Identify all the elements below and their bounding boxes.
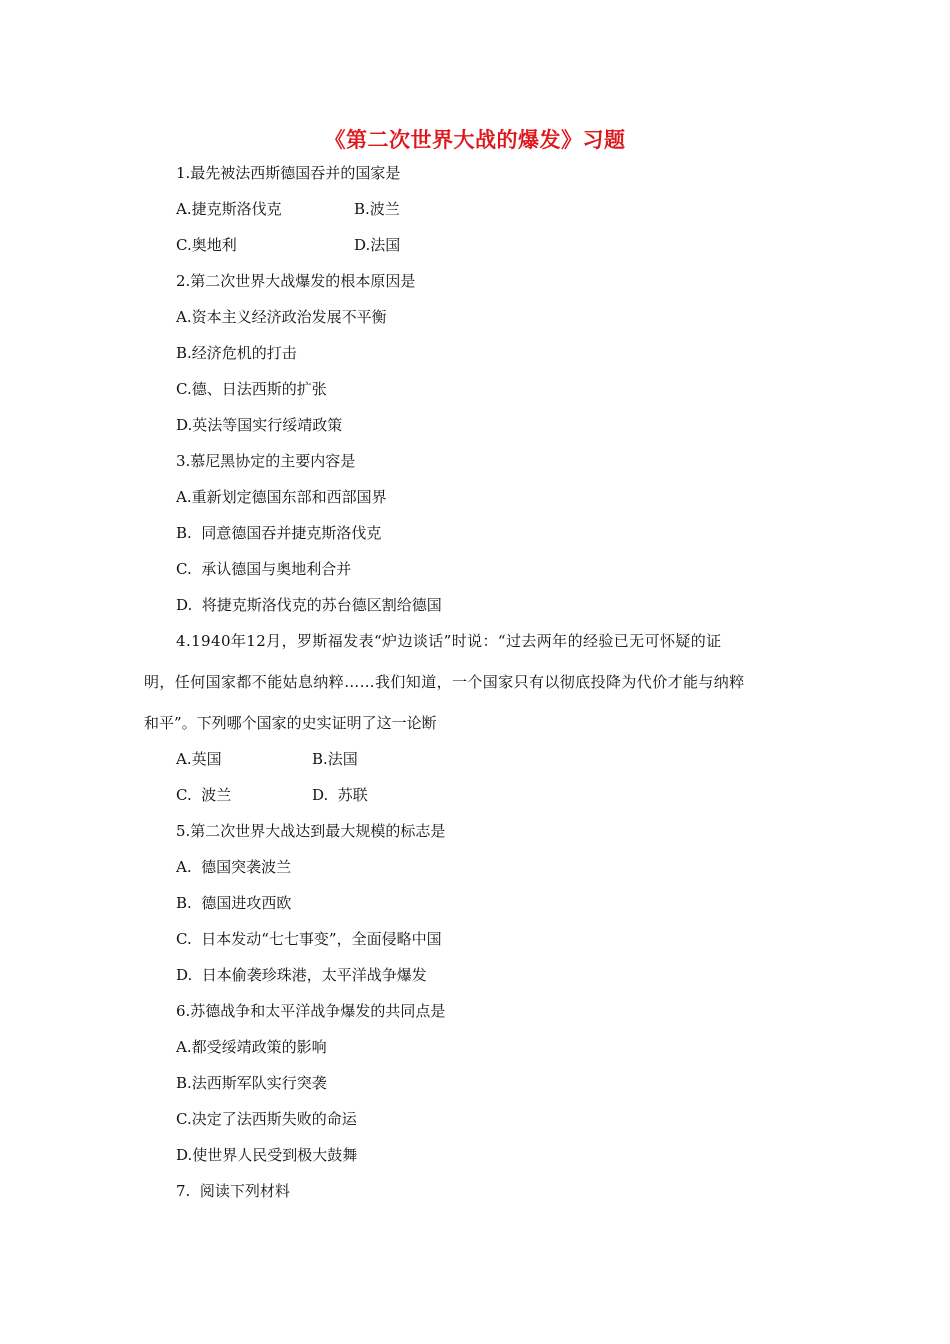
question-4-option-c: C. 波兰 bbox=[176, 786, 232, 804]
question-3-option-a: A.重新划定德国东部和西部国界 bbox=[176, 488, 387, 506]
question-6-option-d: D.使世界人民受到极大鼓舞 bbox=[176, 1146, 358, 1164]
question-3-option-d: D. 将捷克斯洛伐克的苏台德区割给德国 bbox=[176, 596, 442, 614]
question-2-option-c: C.德、日法西斯的扩张 bbox=[176, 380, 327, 398]
question-4-stem-line-2: 明，任何国家都不能姑息纳粹……我们知道，一个国家只有以彻底投降为代价才能与纳粹 bbox=[144, 673, 745, 691]
question-2-stem: 2.第二次世界大战爆发的根本原因是 bbox=[176, 272, 416, 290]
question-2-option-b: B.经济危机的打击 bbox=[176, 344, 297, 362]
question-2-option-d: D.英法等国实行绥靖政策 bbox=[176, 416, 343, 434]
question-3-option-c: C. 承认德国与奥地利合并 bbox=[176, 560, 352, 578]
question-6-option-b: B.法西斯军队实行突袭 bbox=[176, 1074, 327, 1092]
question-6-stem: 6.苏德战争和太平洋战争爆发的共同点是 bbox=[176, 1002, 446, 1020]
question-7-stem: 7. 阅读下列材料 bbox=[176, 1182, 290, 1200]
question-4-option-b: B.法国 bbox=[312, 750, 358, 768]
question-3-option-b: B. 同意德国吞并捷克斯洛伐克 bbox=[176, 524, 382, 542]
question-1-option-b: B.波兰 bbox=[354, 200, 400, 218]
question-4-option-a: A.英国 bbox=[176, 750, 222, 768]
question-5-option-d: D. 日本偷袭珍珠港，太平洋战争爆发 bbox=[176, 966, 427, 984]
question-4-stem-line-1: 4.1940年12月，罗斯福发表“炉边谈话”时说：“过去两年的经验已无可怀疑的证 bbox=[176, 632, 722, 650]
question-1-stem: 1.最先被法西斯德国吞并的国家是 bbox=[176, 164, 401, 182]
question-3-stem: 3.慕尼黑协定的主要内容是 bbox=[176, 452, 356, 470]
document-title: 《第二次世界大战的爆发》习题 bbox=[324, 127, 626, 152]
question-5-stem: 5.第二次世界大战达到最大规模的标志是 bbox=[176, 822, 446, 840]
question-5-option-a: A. 德国突袭波兰 bbox=[176, 858, 292, 876]
question-1-option-a: A.捷克斯洛伐克 bbox=[176, 200, 282, 218]
question-4-stem-line-3: 和平”。下列哪个国家的史实证明了这一论断 bbox=[144, 714, 437, 732]
question-2-option-a: A.资本主义经济政治发展不平衡 bbox=[176, 308, 387, 326]
question-6-option-a: A.都受绥靖政策的影响 bbox=[176, 1038, 327, 1056]
question-1-option-d: D.法国 bbox=[354, 236, 401, 254]
question-4-option-d: D. 苏联 bbox=[312, 786, 368, 804]
question-1-option-c: C.奥地利 bbox=[176, 236, 237, 254]
question-6-option-c: C.决定了法西斯失败的命运 bbox=[176, 1110, 357, 1128]
question-5-option-c: C. 日本发动“七七事变”，全面侵略中国 bbox=[176, 930, 442, 948]
question-5-option-b: B. 德国进攻西欧 bbox=[176, 894, 292, 912]
